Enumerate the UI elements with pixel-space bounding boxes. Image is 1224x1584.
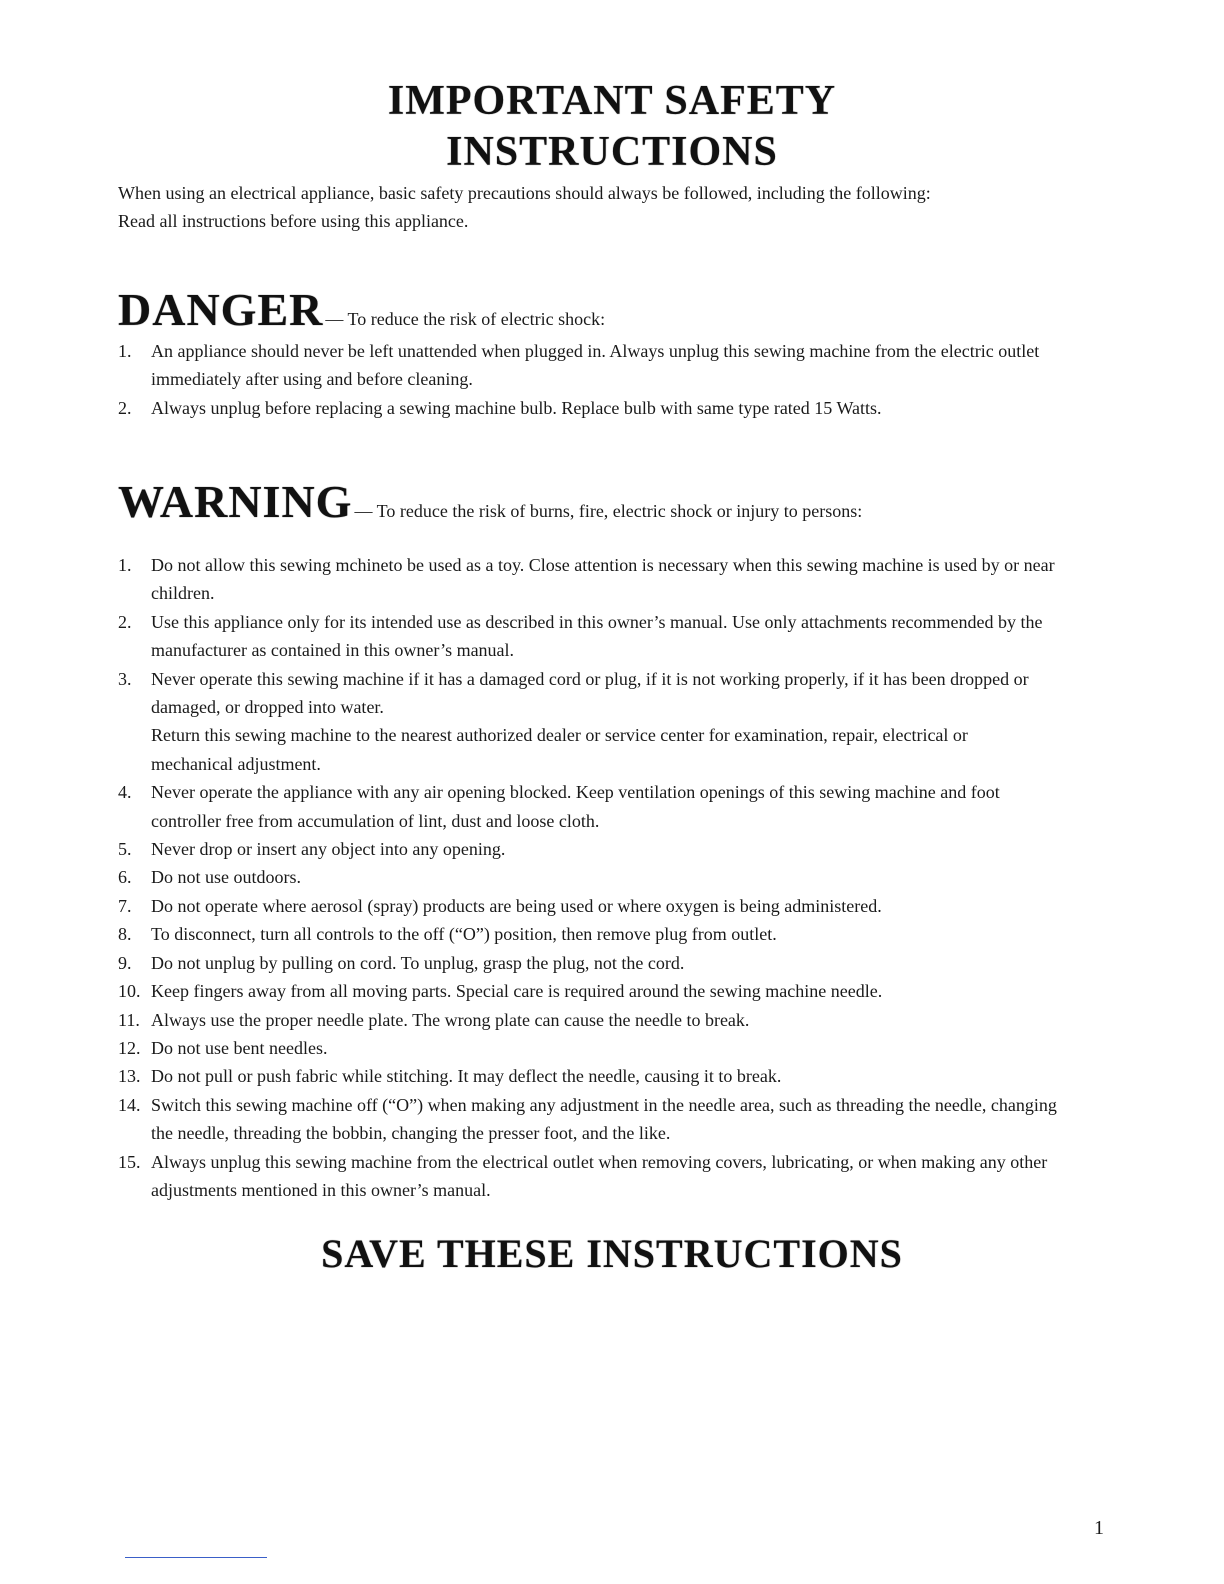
list-item-text: To disconnect, turn all controls to the off (“O”) position, then remove plug from outlet. [151,924,777,945]
list-item-number: 1. [118,555,132,575]
list-item-text: An appliance should never be left unattended when plugged in. Always unplug this sewing machine from the electric outlet [151,341,1040,361]
list-item-text: Do not operate where aerosol (spray) products are being used or where oxygen is being administered. [151,895,882,916]
list-item [118,551,1108,608]
list-item [118,949,1108,977]
list-item-number: 8. [118,924,132,945]
list-item-text: immediately after using and before cleaning. [151,369,473,390]
list-item [118,1034,1108,1062]
list-item [118,1091,1108,1148]
list-item [118,665,1108,779]
page-title-line-2: INSTRUCTIONS [446,129,778,175]
list-item-number: 10. [118,981,141,1002]
list-item-text: mechanical adjustment. [151,753,321,774]
warning-heading [118,476,863,527]
list-item-number: 1. [118,341,132,361]
list-item-text: Always unplug before replacing a sewing machine bulb. Replace bulb with same type rated 15 Watts. [151,397,882,418]
list-item-text: Never operate the appliance with any air opening blocked. Keep ventilation openings of this sewing machine and foot [151,782,1000,803]
list-item-number: 2. [118,611,132,632]
list-item-number: 15. [118,1151,141,1172]
save-instructions-title: SAVE THESE INSTRUCTIONS [321,1231,903,1276]
list-item [118,778,1108,835]
list-item-text: Never drop or insert any object into any opening. [151,839,506,860]
list-item [118,1062,1108,1090]
list-item-number: 11. [118,1009,140,1030]
danger-heading [118,284,606,335]
list-item-text: adjustments mentioned in this owner’s manual. [151,1179,491,1200]
list-item-text: Do not use bent needles. [151,1037,328,1058]
list-item-text: Return this sewing machine to the nearest authorized dealer or service center for examination, repair, electrical or [151,725,968,746]
list-item-number: 12. [118,1037,141,1058]
danger-subheading: — To reduce the risk of electric shock: [325,309,606,329]
list-item-text: damaged, or dropped into water. [151,697,384,718]
list-item [118,1148,1108,1205]
list-item-number: 6. [118,867,132,888]
warning-list [118,551,1108,1204]
list-item-number: 7. [118,895,132,916]
list-item-text: children. [151,583,215,604]
intro-text-2: Read all instructions before using this appliance. [118,211,469,231]
list-item-text: Do not use outdoors. [151,867,301,888]
list-item-text: Always unplug this sewing machine from the electrical outlet when removing covers, lubricating, or when making any other [151,1151,1048,1172]
list-item-text: Keep fingers away from all moving parts. Special care is required around the sewing machine needle. [151,981,883,1002]
list-item [118,835,1108,863]
list-item-text: manufacturer as contained in this owner’s manual. [151,640,515,661]
danger-heading-label: DANGER [118,284,324,335]
list-item-number: 2. [118,397,132,418]
page-number: 1 [1094,1517,1104,1539]
list-item [118,608,1108,665]
list-item-text: Do not allow this sewing mchineto be used as a toy. Close attention is necessary when this sewing machine is used by or near [151,555,1055,575]
list-item-text: Do not unplug by pulling on cord. To unplug, grasp the plug, not the cord. [151,952,685,973]
list-item [118,394,1108,422]
list-item-number: 9. [118,952,132,973]
page-title-line-1: IMPORTANT SAFETY [387,78,837,124]
list-item-text: controller free from accumulation of lint, dust and loose cloth. [151,810,600,831]
list-item [118,977,1108,1005]
list-item-number: 13. [118,1066,141,1087]
list-item [118,863,1108,891]
list-item-number: 5. [118,839,132,860]
list-item-text: Do not pull or push fabric while stitching. It may deflect the needle, causing it to break. [151,1066,782,1087]
warning-subheading: — To reduce the risk of burns, fire, electric shock or injury to persons: [354,501,863,521]
danger-list [118,337,1108,422]
list-item [118,920,1108,948]
list-item-number: 3. [118,668,132,689]
list-item-text: Switch this sewing machine off (“O”) when making any adjustment in the needle area, such as threading the needle, changing [151,1094,1057,1115]
list-item-text: the needle, threading the bobbin, changing the presser foot, and the like. [151,1123,671,1144]
list-item [118,1006,1108,1034]
list-item-number: 4. [118,782,132,803]
warning-heading-label: WARNING [118,476,353,527]
list-item-text: Never operate this sewing machine if it has a damaged cord or plug, if it is not working properly, if it has been dropped or [151,668,1029,689]
list-item-text: Always use the proper needle plate. The wrong plate can cause the needle to break. [151,1009,750,1030]
list-item [118,892,1108,920]
list-item-text: Use this appliance only for its intended use as described in this owner’s manual. Use only attachments recommended by the [151,611,1043,632]
list-item-number: 14. [118,1094,141,1115]
bottom-rule [125,1557,267,1558]
list-item [118,337,1108,394]
intro-text-1: When using an electrical appliance, basic safety precautions should always be followed, including the following: [118,183,931,203]
